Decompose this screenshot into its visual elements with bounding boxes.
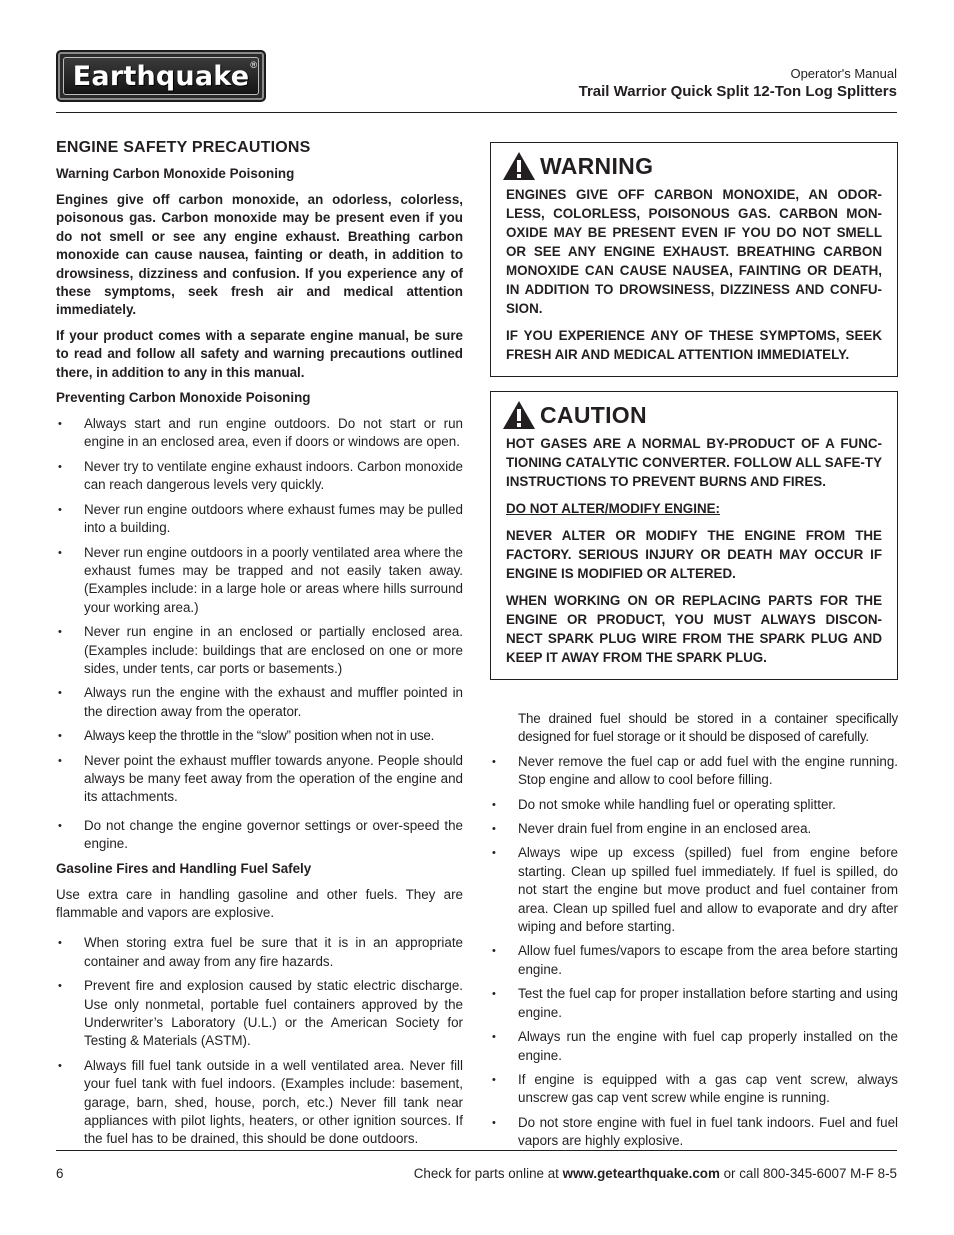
- list-item: • Never run engine outdoors in a poorly ventilated area where the exhaust fumes may be trapped and not easily taken away. (Examples include: in a large hole or areas where hills surround your working area.): [56, 544, 463, 618]
- manual-label: Operator's Manual: [790, 66, 897, 81]
- footer-text: Check for parts online at: [413, 1166, 563, 1181]
- fuel-heading: Gasoline Fires and Handling Fuel Safely: [56, 860, 312, 876]
- prevent-heading: Preventing Carbon Monoxide Poisoning: [56, 390, 311, 406]
- caution-text: HOT GASES ARE A NORMAL BY-PRODUCT OF A FUNC-TIONING CATALYTIC CONVERTER. FOLLOW ALL SAFE-TY INSTRUCTIONS TO PREVENT BURNS AND FIRES.: [506, 436, 882, 489]
- list-item: • Always keep the throttle in the “slow” position when not in use.: [56, 727, 463, 745]
- list-item: • Always wipe up excess (spilled) fuel from engine before starting. Clean up spilled fuel immediately. If fuel is spilled, do not start the engine but move product and fuel container from area. Clean up spilled fuel and allow to evaporate and dry after wiping and before starting.: [490, 844, 898, 936]
- list-item: • Always start and run engine outdoors. Do not start or run engine in an enclosed area, even if doors or windows are open.: [56, 415, 463, 452]
- co-heading: Warning Carbon Monoxide Poisoning: [56, 166, 295, 181]
- fuel-list-continued: [490, 753, 898, 1151]
- right-column: [490, 142, 898, 1157]
- footer-contact: [414, 1166, 897, 1181]
- warning-text: ENGINES GIVE OFF CARBON MONOXIDE, AN ODOR-LESS, COLORLESS, POISONOUS GAS. CARBON MON-OXIDE MAY BE PRESENT EVEN IF YOU DO NOT SMELL OR SEE ANY ENGINE EXHAUST. BREATHING CARBON MONOXIDE CAN CAUSE NAUSEA, FAINTING OR DEATH, IN ADDITION TO DROWSINESS, DIZZINESS AND CONFU-SION.: [506, 187, 882, 316]
- footer-divider: [56, 1150, 897, 1151]
- list-item: • When storing extra fuel be sure that it is in an appropriate container and away from any fire hazards.: [56, 934, 463, 971]
- list-item: • Test the fuel cap for proper installation before starting and using engine.: [490, 985, 898, 1022]
- warning-title: WARNING: [540, 152, 654, 179]
- section-title: ENGINE SAFETY PRECAUTIONS: [56, 139, 311, 156]
- caution-box: [490, 391, 898, 680]
- list-item: • Prevent fire and explosion caused by static electric discharge. Use only nonmetal, portable fuel containers approved by the Underwriter’s Laboratory (U.L.) or the American Society for Testing & Materials (ASTM).: [56, 977, 463, 1051]
- list-item: • Do not store engine with fuel in fuel tank indoors. Fuel and fuel vapors are highly explosive.: [490, 1114, 898, 1151]
- list-item: • Do not smoke while handling fuel or operating splitter.: [490, 796, 898, 814]
- caution-subheading: DO NOT ALTER/MODIFY ENGINE:: [506, 501, 721, 516]
- list-item: • Never drain fuel from engine in an enclosed area.: [490, 820, 898, 838]
- registered-mark-icon: ®: [250, 60, 257, 70]
- fuel-list: [56, 934, 463, 1148]
- list-item: • Always run the engine with the exhaust and muffler pointed in the direction away from the operator.: [56, 684, 463, 721]
- warning-box: [490, 142, 898, 377]
- list-item: • Always run the engine with fuel cap properly installed on the engine.: [490, 1028, 898, 1065]
- caution-triangle-icon: [502, 400, 536, 430]
- left-column: [56, 137, 463, 1155]
- list-item: • Never run engine in an enclosed or partially enclosed area. (Examples include: buildings that are enclosed on one or more sides, under tents, car ports or basements.): [56, 623, 463, 678]
- prevent-list: [56, 415, 463, 854]
- website-link[interactable]: www.getearthquake.com: [562, 1166, 720, 1181]
- page-number: 6: [56, 1166, 64, 1181]
- warning-triangle-icon: [502, 151, 536, 181]
- fuel-paragraph: Use extra care in handling gasoline and other fuels. They are flammable and vapors are explosive.: [56, 886, 463, 920]
- list-item: • Never point the exhaust muffler towards anyone. People should always be many feet away from the operation of the engine and its attachments.: [56, 752, 463, 807]
- product-title: Trail Warrior Quick Split 12-Ton Log Splitters: [578, 83, 897, 100]
- header-divider: [56, 112, 897, 113]
- footer-phone-text: or call 800-345-6007 M-F 8-5: [719, 1166, 897, 1181]
- caution-text-2: NEVER ALTER OR MODIFY THE ENGINE FROM THE FACTORY. SERIOUS INJURY OR DEATH MAY OCCUR IF ENGINE IS MODIFIED OR ALTERED.: [506, 528, 882, 581]
- logo-text: Earthquake: [72, 60, 250, 92]
- list-item: • Never remove the fuel cap or add fuel with the engine running. Stop engine and allow to cool before filling.: [490, 753, 898, 790]
- list-item: • If engine is equipped with a gas cap vent screw, always unscrew gas cap vent screw while engine is running.: [490, 1071, 898, 1108]
- co-paragraph: Engines give off carbon monoxide, an odorless, colorless, poisonous gas. Carbon monoxide may be present even if you do not smell or see any engine exhaust. Breathing carbon monoxide can cause nausea, fainting or death, in addition to drowsiness, dizziness and confusion. If you experience any of these symptoms, seek fresh air and medical attention immediately.: [56, 192, 463, 318]
- list-item: • Do not change the engine governor settings or over-speed the engine.: [56, 817, 463, 854]
- list-item: • Never run engine outdoors where exhaust fumes may be pulled into a building.: [56, 501, 463, 538]
- list-item: • Never try to ventilate engine exhaust indoors. Carbon monoxide can reach dangerous levels very quickly.: [56, 458, 463, 495]
- list-item: • Allow fuel fumes/vapors to escape from the area before starting engine.: [490, 942, 898, 979]
- engine-manual-paragraph: If your product comes with a separate engine manual, be sure to read and follow all safety and warning precautions outlined there, in addition to any in this manual.: [56, 327, 463, 380]
- header-titles: [579, 66, 897, 102]
- drained-fuel-paragraph: The drained fuel should be stored in a container specifically designed for fuel storage or it should be disposed of carefully.: [518, 711, 898, 745]
- caution-text-3: WHEN WORKING ON OR REPLACING PARTS FOR THE ENGINE OR PRODUCT, YOU MUST ALWAYS DISCON-NECT SPARK PLUG WIRE FROM THE SPARK PLUG AND KEEP IT AWAY FROM THE SPARK PLUG.: [506, 593, 882, 665]
- list-item: • Always fill fuel tank outside in a well ventilated area. Never fill your fuel tank with fuel indoors. (Examples include: basement, garage, barn, shed, house, porch, etc.) Never fill tank near appliances with pilot lights, heaters, or other ignition sources. If the fuel has to be drained, this should be done outdoors.: [56, 1057, 463, 1149]
- warning-text-2: IF YOU EXPERIENCE ANY OF THESE SYMPTOMS, SEEK FRESH AIR AND MEDICAL ATTENTION IMMEDIATELY.: [506, 328, 882, 362]
- earthquake-logo: [56, 50, 266, 102]
- caution-title: CAUTION: [540, 401, 647, 428]
